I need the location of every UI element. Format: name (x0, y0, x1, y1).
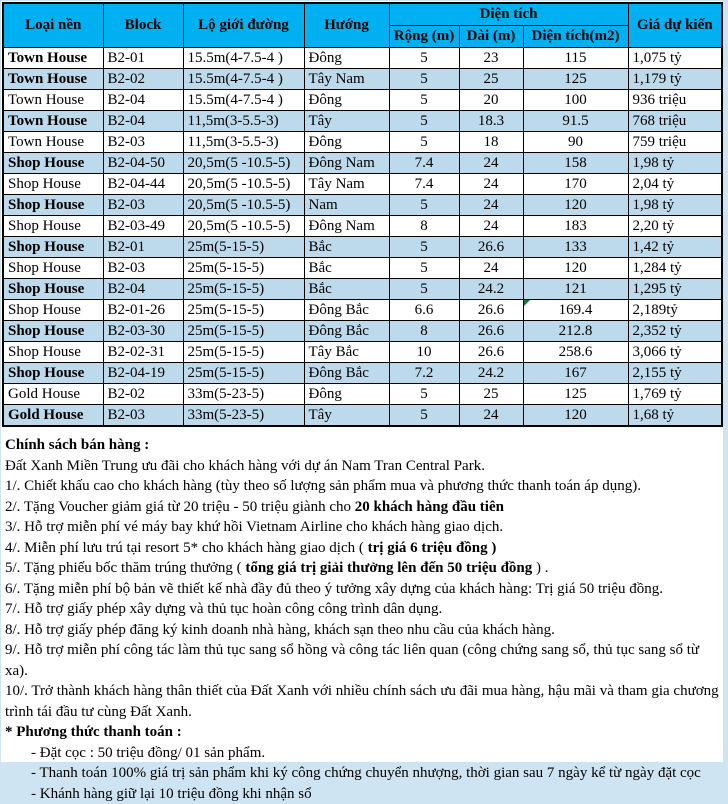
cell-block: B2-02-31 (103, 342, 183, 363)
table-row (3, 216, 722, 237)
policy-text-segment: tổng giá trị giải thưởng lên đến 50 triệu đồng (245, 560, 532, 576)
table-row (3, 321, 722, 342)
cell-area: 100 (523, 90, 628, 111)
table-row (3, 405, 722, 427)
cell-road: 15.5m(4-7.5-4 ) (183, 90, 304, 111)
cell-road: 20,5m(5 -10.5-5) (183, 195, 304, 216)
cell-price: 2,04 tỷ (628, 174, 722, 195)
cell-width: 5 (389, 111, 459, 132)
cell-block: B2-04 (103, 279, 183, 300)
cell-length: 24 (459, 195, 523, 216)
policy-line (5, 599, 721, 620)
cell-area: 120 (523, 258, 628, 279)
policy-text-segment: - Đặt cọc : 50 triệu đồng/ 01 sản phẩm. (31, 745, 265, 761)
policy-line (5, 743, 721, 764)
cell-direction: Đông (304, 48, 389, 69)
policy-line (5, 640, 721, 681)
cell-block: B2-03 (103, 195, 183, 216)
policy-text-segment: - Khánh hàng giữ lại 10 triệu đồng khi nhận sổ (31, 786, 312, 802)
policy-text-segment: ) . (532, 560, 548, 576)
cell-road: 11,5m(3-5.5-3) (183, 132, 304, 153)
policy-text-segment: trị giá 6 triệu đồng ) (368, 540, 497, 556)
cell-length: 24.2 (459, 363, 523, 384)
cell-road: 25m(5-15-5) (183, 300, 304, 321)
cell-block: B2-04-50 (103, 153, 183, 174)
cell-direction: Đông Nam (304, 216, 389, 237)
cell-area: 133 (523, 237, 628, 258)
cell-area: 169.4 (523, 300, 628, 321)
cell-direction: Tây (304, 405, 389, 427)
table-row (3, 384, 722, 405)
cell-price: 1,284 tỷ (628, 258, 722, 279)
cell-block: B2-04 (103, 111, 183, 132)
cell-length: 26.6 (459, 342, 523, 363)
cell-road: 20,5m(5 -10.5-5) (183, 153, 304, 174)
col-header-type: Loại nền (3, 3, 103, 48)
price-table (2, 2, 723, 427)
cell-type: Town House (3, 48, 103, 69)
cell-block: B2-04-44 (103, 174, 183, 195)
cell-block: B2-01-26 (103, 300, 183, 321)
cell-area: 125 (523, 69, 628, 90)
cell-price: 1,98 tỷ (628, 195, 722, 216)
table-row (3, 237, 722, 258)
cell-type: Town House (3, 111, 103, 132)
col-header-area-total: Diện tích(m2) (523, 26, 628, 48)
cell-price: 1,179 tỷ (628, 69, 722, 90)
col-header-area-group: Diện tích (389, 3, 628, 26)
table-row (3, 195, 722, 216)
cell-area: 115 (523, 48, 628, 69)
cell-block: B2-01 (103, 237, 183, 258)
policy-line (5, 497, 721, 518)
cell-type: Shop House (3, 321, 103, 342)
cell-price: 2,155 tỷ (628, 363, 722, 384)
cell-area: 120 (523, 405, 628, 427)
cell-price: 768 triệu (628, 111, 722, 132)
cell-length: 26.6 (459, 300, 523, 321)
policy-text-segment: 1/. Chiết khấu cao cho khách hàng (tùy theo số lượng sản phẩm mua và phương thức thanh toán áp dụng). (5, 478, 641, 494)
cell-price: 1,295 tỷ (628, 279, 722, 300)
cell-road: 25m(5-15-5) (183, 279, 304, 300)
cell-width: 7.4 (389, 153, 459, 174)
cell-type: Shop House (3, 153, 103, 174)
cell-type: Gold House (3, 384, 103, 405)
policy-text-segment: 5/. Tặng phiếu bốc thăm trúng thưởng ( (5, 560, 245, 576)
col-header-road: Lộ giới đường (183, 3, 304, 48)
cell-price: 1,769 tỷ (628, 384, 722, 405)
table-row (3, 132, 722, 153)
cell-width: 5 (389, 279, 459, 300)
cell-road: 25m(5-15-5) (183, 342, 304, 363)
policy-text-segment: 8/. Hỗ trợ giấy phép đăng ký kinh doanh nhà hàng, khách sạn theo nhu cầu của khách hàng. (5, 622, 555, 638)
cell-area: 90 (523, 132, 628, 153)
policy-line (5, 784, 721, 804)
cell-road: 15.5m(4-7.5-4 ) (183, 69, 304, 90)
cell-width: 7.4 (389, 174, 459, 195)
cell-road: 11,5m(3-5.5-3) (183, 111, 304, 132)
policy-text-segment: * Phương thức thanh toán : (5, 724, 182, 740)
cell-price: 1,42 tỷ (628, 237, 722, 258)
price-table-body (3, 48, 722, 427)
cell-type: Shop House (3, 300, 103, 321)
table-row (3, 258, 722, 279)
policy-line (5, 722, 721, 743)
cell-length: 23 (459, 48, 523, 69)
table-row (3, 69, 722, 90)
cell-direction: Tây Nam (304, 174, 389, 195)
cell-road: 33m(5-23-5) (183, 405, 304, 427)
cell-area: 258.6 (523, 342, 628, 363)
cell-area: 120 (523, 195, 628, 216)
policy-line (5, 435, 721, 456)
cell-area: 91.5 (523, 111, 628, 132)
cell-direction: Đông Nam (304, 153, 389, 174)
cell-width: 5 (389, 195, 459, 216)
cell-road: 25m(5-15-5) (183, 237, 304, 258)
cell-width: 8 (389, 216, 459, 237)
cell-length: 24 (459, 153, 523, 174)
cell-direction: Đông Bắc (304, 321, 389, 342)
policy-line (5, 517, 721, 538)
cell-type: Shop House (3, 174, 103, 195)
col-header-direction: Hướng (304, 3, 389, 48)
cell-type: Town House (3, 69, 103, 90)
cell-type: Shop House (3, 342, 103, 363)
cell-direction: Đông (304, 90, 389, 111)
cell-price: 3,066 tỷ (628, 342, 722, 363)
cell-price: 936 triệu (628, 90, 722, 111)
cell-block: B2-02 (103, 384, 183, 405)
policy-line (5, 456, 721, 477)
policy-text-segment: 9/. Hỗ trợ miễn phí công tác làm thủ tục sang sổ hồng và công tác liên quan (công chứng sang sổ, thủ tục sang sổ từ xa). (5, 642, 699, 679)
cell-length: 20 (459, 90, 523, 111)
cell-area: 125 (523, 384, 628, 405)
policy-text-segment: - Thanh toán 100% giá trị sản phẩm khi ký công chứng chuyển nhượng, thời gian sau 7 ngày kể từ ngày đặt cọc (31, 765, 701, 781)
cell-road: 33m(5-23-5) (183, 384, 304, 405)
cell-width: 5 (389, 384, 459, 405)
cell-block: B2-03 (103, 132, 183, 153)
cell-price: 1,68 tỷ (628, 405, 722, 427)
cell-width: 5 (389, 69, 459, 90)
cell-width: 7.2 (389, 363, 459, 384)
cell-width: 8 (389, 321, 459, 342)
cell-area: 183 (523, 216, 628, 237)
cell-type: Shop House (3, 237, 103, 258)
policy-text-segment: 4/. Miễn phí lưu trú tại resort 5* cho khách hàng giao dịch ( (5, 540, 368, 556)
cell-type: Town House (3, 90, 103, 111)
cell-price: 759 triệu (628, 132, 722, 153)
cell-price: 2,352 tỷ (628, 321, 722, 342)
policy-text-segment: 20 khách hàng đầu tiên (355, 499, 504, 515)
cell-width: 5 (389, 132, 459, 153)
cell-length: 24 (459, 258, 523, 279)
cell-type: Town House (3, 132, 103, 153)
col-header-area-width: Rộng (m) (389, 26, 459, 48)
cell-type: Shop House (3, 279, 103, 300)
cell-type: Shop House (3, 195, 103, 216)
sales-policy-section (1, 435, 723, 804)
cell-block: B2-03 (103, 258, 183, 279)
table-row (3, 174, 722, 195)
policy-text-segment: Đất Xanh Miền Trung ưu đãi cho khách hàng với dự án Nam Tran Central Park. (5, 458, 485, 474)
table-row (3, 111, 722, 132)
cell-length: 25 (459, 69, 523, 90)
col-header-price: Giá dự kiến (628, 3, 722, 48)
cell-road: 15.5m(4-7.5-4 ) (183, 48, 304, 69)
cell-length: 24 (459, 174, 523, 195)
cell-length: 25 (459, 384, 523, 405)
policy-text-segment: 2/. Tặng Voucher giảm giá từ 20 triệu - 50 triệu giành cho (5, 499, 355, 515)
cell-direction: Đông Bắc (304, 300, 389, 321)
cell-type: Shop House (3, 258, 103, 279)
cell-length: 26.6 (459, 321, 523, 342)
cell-direction: Tây Nam (304, 69, 389, 90)
policy-line (5, 579, 721, 600)
cell-width: 5 (389, 258, 459, 279)
cell-length: 18.3 (459, 111, 523, 132)
spreadsheet-page (1, 1, 723, 762)
cell-block: B2-03 (103, 405, 183, 427)
policy-line (5, 681, 721, 722)
cell-width: 10 (389, 342, 459, 363)
cell-length: 24 (459, 216, 523, 237)
cell-type: Shop House (3, 216, 103, 237)
cell-direction: Bắc (304, 237, 389, 258)
policy-line (5, 476, 721, 497)
cell-road: 20,5m(5 -10.5-5) (183, 216, 304, 237)
col-header-block: Block (103, 3, 183, 48)
cell-direction: Tây (304, 111, 389, 132)
cell-price: 2,189tỷ (628, 300, 722, 321)
cell-width: 6.6 (389, 300, 459, 321)
cell-length: 26.6 (459, 237, 523, 258)
cell-block: B2-01 (103, 48, 183, 69)
cell-area: 167 (523, 363, 628, 384)
cell-price: 2,20 tỷ (628, 216, 722, 237)
cell-direction: Đông Bắc (304, 363, 389, 384)
table-row (3, 48, 722, 69)
policy-line (5, 558, 721, 579)
cell-price: 1,075 tỷ (628, 48, 722, 69)
cell-area: 158 (523, 153, 628, 174)
cell-length: 24 (459, 405, 523, 427)
table-row (3, 90, 722, 111)
cell-type: Shop House (3, 363, 103, 384)
policy-line (5, 763, 721, 784)
cell-direction: Đông (304, 132, 389, 153)
cell-block: B2-04 (103, 90, 183, 111)
policy-line (5, 620, 721, 641)
cell-block: B2-04-19 (103, 363, 183, 384)
cell-block: B2-03-49 (103, 216, 183, 237)
table-row (3, 300, 722, 321)
policy-text-segment: 3/. Hỗ trợ miễn phí vé máy bay khứ hồi Vietnam Airline cho khách hàng giao dịch. (5, 519, 503, 535)
cell-block: B2-02 (103, 69, 183, 90)
policy-text-segment: Chính sách bán hàng : (5, 437, 149, 453)
price-table-header (3, 3, 722, 48)
cell-width: 5 (389, 237, 459, 258)
cell-price: 1,98 tỷ (628, 153, 722, 174)
cell-area: 170 (523, 174, 628, 195)
col-header-area-length: Dài (m) (459, 26, 523, 48)
policy-text-segment: 7/. Hỗ trợ giấy phép xây dựng và thủ tục hoàn công công trình dân dụng. (5, 601, 442, 617)
table-row (3, 342, 722, 363)
cell-road: 25m(5-15-5) (183, 363, 304, 384)
cell-direction: Bắc (304, 279, 389, 300)
cell-road: 25m(5-15-5) (183, 321, 304, 342)
cell-width: 5 (389, 48, 459, 69)
cell-direction: Tây Bắc (304, 342, 389, 363)
table-row (3, 363, 722, 384)
cell-length: 18 (459, 132, 523, 153)
table-row (3, 153, 722, 174)
policy-text-segment: 6/. Tặng miễn phí bộ bản vẽ thiết kế nhà đầy đủ theo ý tưởng xây dựng của khách hàng: Trị giá 50 triệu đồng. (5, 581, 663, 597)
cell-length: 24.2 (459, 279, 523, 300)
cell-type: Gold House (3, 405, 103, 427)
cell-direction: Bắc (304, 258, 389, 279)
cell-road: 25m(5-15-5) (183, 258, 304, 279)
cell-area: 121 (523, 279, 628, 300)
cell-width: 5 (389, 405, 459, 427)
policy-line (5, 538, 721, 559)
table-row (3, 279, 722, 300)
cell-road: 20,5m(5 -10.5-5) (183, 174, 304, 195)
cell-direction: Đông (304, 384, 389, 405)
cell-direction: Nam (304, 195, 389, 216)
cell-width: 5 (389, 90, 459, 111)
cell-area: 212.8 (523, 321, 628, 342)
cell-block: B2-03-30 (103, 321, 183, 342)
policy-text-segment: 10/. Trở thành khách hàng thân thiết của Đất Xanh với nhiều chính sách ưu đãi mua hàng, hậu mãi và tham gia chương trình tái đầu tư cùng Đất Xanh. (5, 683, 719, 720)
